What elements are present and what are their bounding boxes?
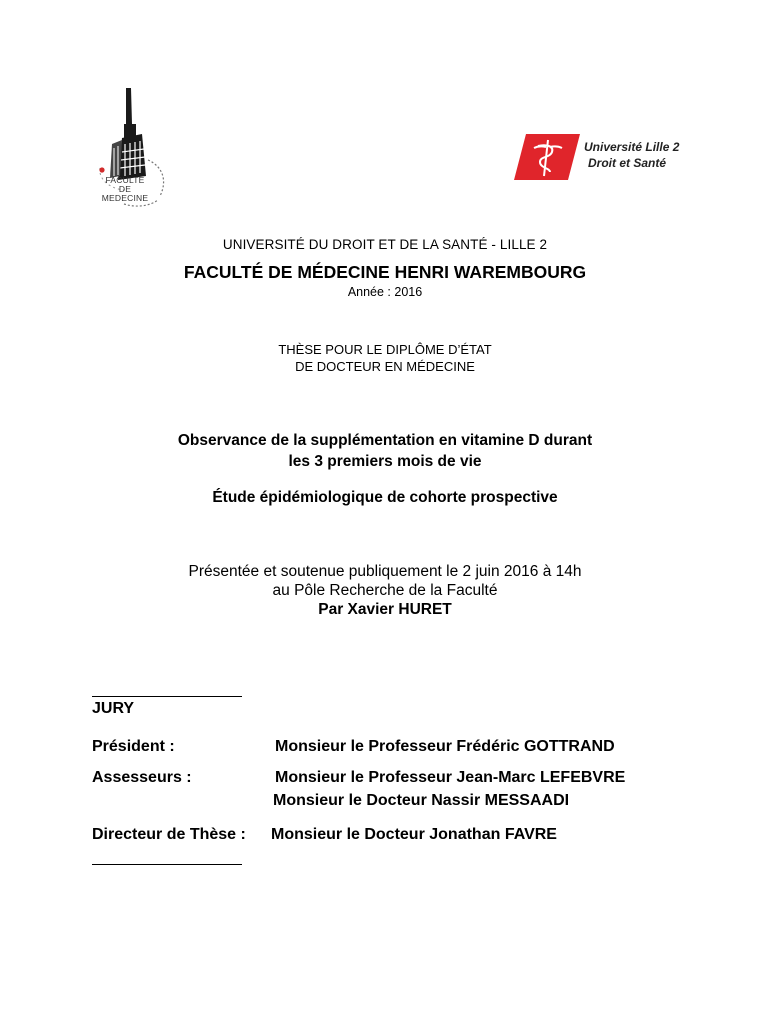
director-name: Monsieur le Docteur Jonathan FAVRE [271,826,557,843]
assessor-2-name: Monsieur le Docteur Nassir MESSAADI [273,792,570,809]
red-dot-icon [99,167,104,172]
assessors-label: Assesseurs : [92,769,192,786]
director-label: Directeur de Thèse : [92,826,246,843]
jury-title: JURY [92,700,135,717]
divider-top [92,696,242,697]
university-name: Université Lille 2 Droit et Santé [584,140,680,170]
author-name: Par Xavier HURET [318,601,452,618]
presentation-place: au Pôle Recherche de la Faculté [272,582,498,599]
thesis-title-line2: les 3 premiers mois de vie [288,453,482,470]
faculty-logo [78,84,188,214]
president-name: Monsieur le Professeur Frédéric GOTTRAND [275,738,615,755]
university-logo [512,134,712,180]
year-label: Année : 2016 [347,285,423,299]
presentation-date: Présentée et soutenue publiquement le 2 juin 2016 à 14h [188,563,582,580]
faculty-logo-text: FACULTE DE MEDECINE [101,175,149,203]
assessor-1-name: Monsieur le Professeur Jean-Marc LEFEBVRE [275,769,626,786]
thesis-type-line2: DE DOCTEUR EN MÉDECINE [295,359,475,374]
president-label: Président : [92,738,175,755]
thesis-subtitle: Étude épidémiologique de cohorte prospective [212,489,558,506]
divider-bottom [92,864,242,865]
faculty-heading: FACULTÉ DE MÉDECINE HENRI WAREMBOURG [183,262,587,282]
university-heading: UNIVERSITÉ DU DROIT ET DE LA SANTÉ - LILLE 2 [222,237,548,252]
thesis-type-line1: THÈSE POUR LE DIPLÔME D’ÉTAT [278,342,492,357]
thesis-title-line1: Observance de la supplémentation en vitamine D durant [177,432,593,449]
caduceus-icon [512,134,582,180]
